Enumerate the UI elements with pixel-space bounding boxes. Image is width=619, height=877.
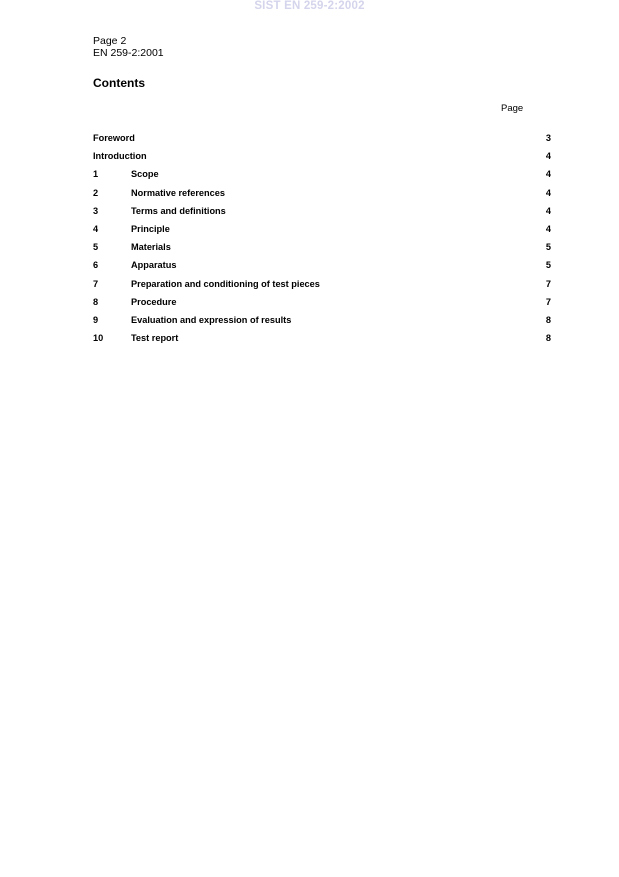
toc-entry-scope[interactable] <box>93 169 551 187</box>
toc-entry-title: Scope <box>131 169 159 180</box>
toc-entry-normative-references[interactable] <box>93 188 551 206</box>
toc-entry-page: 5 <box>545 242 551 253</box>
toc-entry-test-report[interactable] <box>93 333 551 351</box>
toc-entry-number: 8 <box>93 296 99 307</box>
toc-entry-title: Materials <box>131 242 171 253</box>
page-column-label: Page <box>501 103 524 114</box>
toc-entry-terms-and-definitions[interactable] <box>93 206 551 224</box>
toc-entry-page: 3 <box>545 133 551 143</box>
toc-entry-title: Preparation and conditioning of test pieces <box>131 278 320 289</box>
toc-entry-title: Evaluation and expression of results <box>131 314 292 325</box>
toc-entry-preparation[interactable] <box>93 279 551 297</box>
toc-entry-title: Principle <box>131 223 170 234</box>
toc-entry-page: 4 <box>545 205 551 216</box>
toc-entry-page: 5 <box>545 260 551 271</box>
toc-entry-number: 4 <box>93 223 99 234</box>
toc-entry-page: 4 <box>545 169 551 180</box>
toc-entry-page: 4 <box>545 223 551 234</box>
toc-entry-number: 3 <box>93 205 99 216</box>
toc-entry-number: 10 <box>93 333 104 344</box>
page-number: Page 2 <box>93 35 127 47</box>
page-header <box>93 36 164 59</box>
toc-entry-title: Test report <box>131 333 179 344</box>
toc-entry-page: 8 <box>545 333 551 344</box>
toc-entry-number: 1 <box>93 169 99 180</box>
toc-entry-page: 4 <box>545 187 551 198</box>
toc-entry-title: Foreword <box>93 133 135 143</box>
toc-entry-title: Apparatus <box>131 260 177 271</box>
watermark: SIST EN 259-2:2002 <box>254 0 365 12</box>
toc-entry-number: 6 <box>93 260 99 271</box>
toc-entry-title: Terms and definitions <box>131 205 226 216</box>
toc-entry-principle[interactable] <box>93 224 551 242</box>
toc-entry-number: 2 <box>93 187 99 198</box>
toc-entry-introduction[interactable] <box>93 151 551 169</box>
page-title: Contents <box>93 76 145 90</box>
standard-id: EN 259-2:2001 <box>93 46 164 59</box>
toc-entry-apparatus[interactable] <box>93 260 551 278</box>
toc-entry-procedure[interactable] <box>93 297 551 315</box>
toc-entry-title: Procedure <box>131 296 177 307</box>
toc-entry-foreword[interactable] <box>93 133 551 151</box>
toc-entry-page: 7 <box>545 278 551 289</box>
toc-entry-page: 8 <box>545 314 551 325</box>
table-of-contents <box>93 133 551 351</box>
toc-entry-materials[interactable] <box>93 242 551 260</box>
toc-entry-number: 9 <box>93 314 99 325</box>
toc-entry-evaluation[interactable] <box>93 315 551 333</box>
toc-entry-title: Normative references <box>131 187 225 198</box>
toc-entry-page: 4 <box>545 151 551 162</box>
toc-entry-number: 5 <box>93 242 99 253</box>
toc-entry-number: 7 <box>93 278 99 289</box>
toc-entry-page: 7 <box>545 296 551 307</box>
toc-entry-title: Introduction <box>93 151 147 162</box>
